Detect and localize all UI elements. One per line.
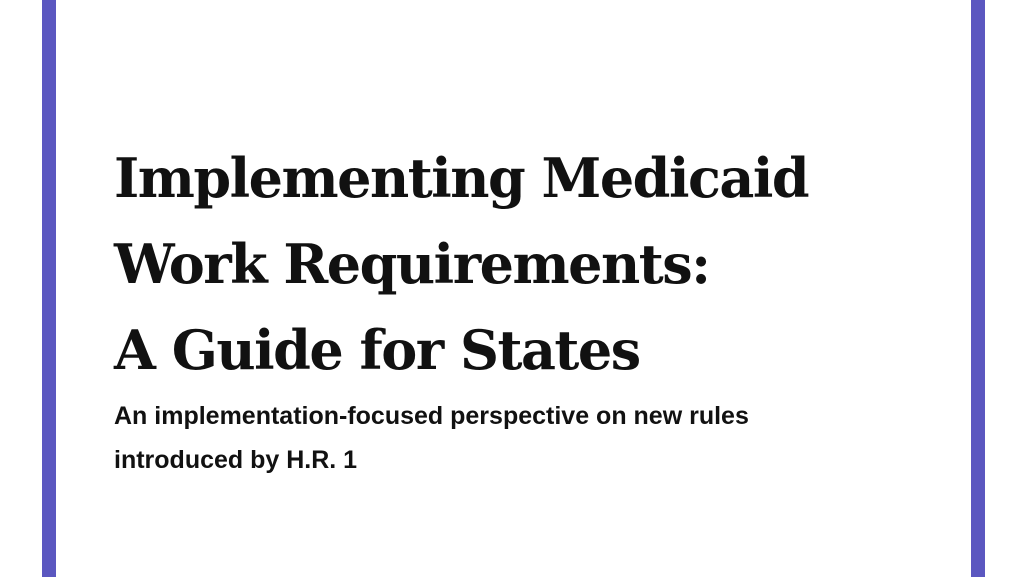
subtitle-line-1: An implementation-focused perspective on new rules [114,402,749,430]
left-border-bar [42,0,56,577]
document-title [114,135,954,393]
subtitle-line-2: introduced by H.R. 1 [114,446,358,474]
title-line-1: Implementing Medicaid [114,146,809,210]
title-line-2: Work Requirements: [114,232,710,296]
document-subtitle [114,394,944,482]
title-line-3: A Guide for States [114,318,640,382]
right-border-bar [971,0,985,577]
